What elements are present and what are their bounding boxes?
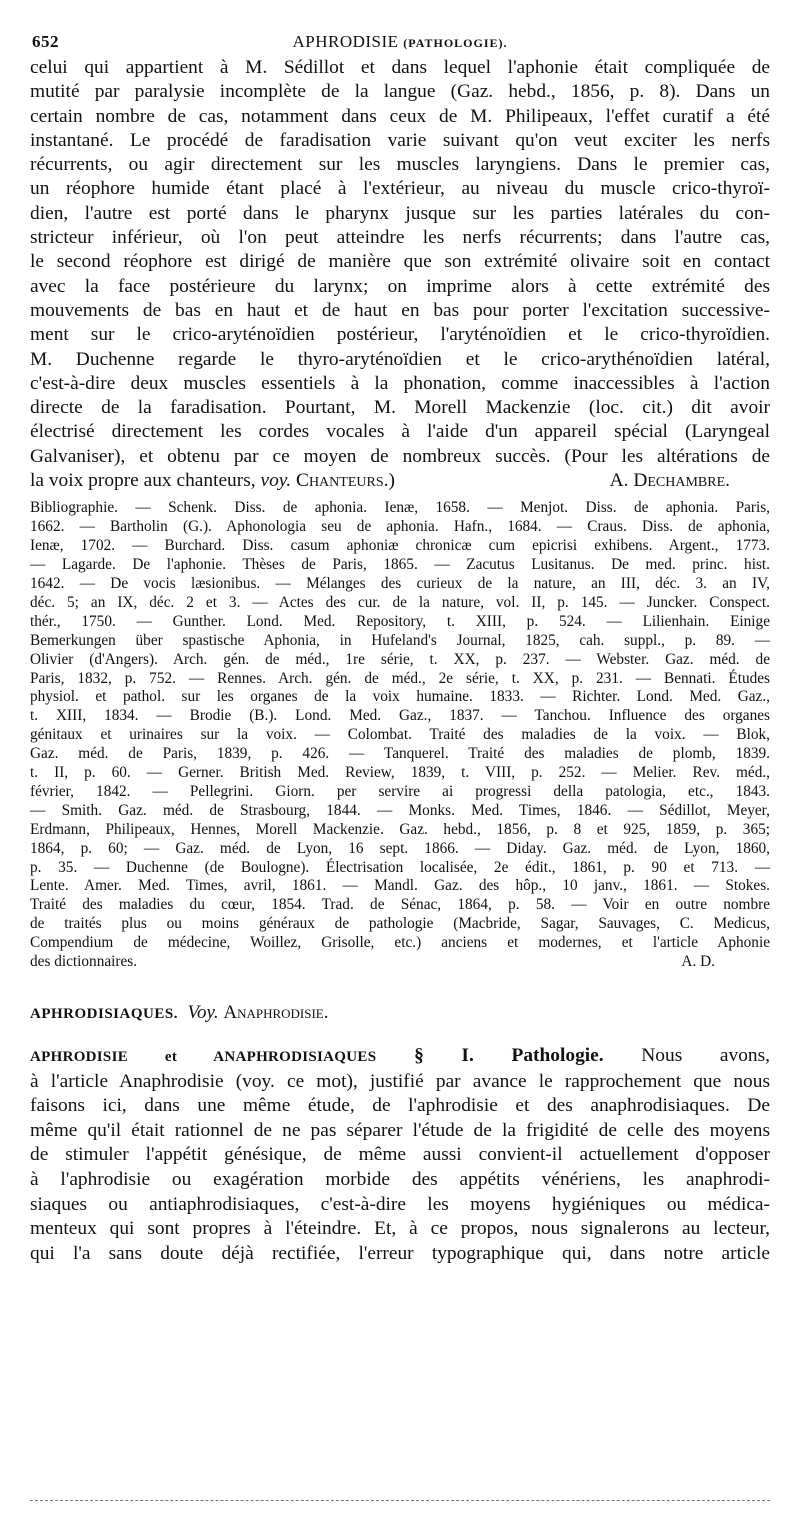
bibliography-line: Olivier (d'Angers). Arch. gén. de méd., 1re série, t. XX, p. 237. — Webster. Gaz. méd. de — [30, 650, 770, 668]
see-entry-voy: Voy. — [187, 1002, 219, 1023]
bibliography — [30, 499, 770, 953]
bibliography-line: 1642. — De vocis læsionibus. — Mélanges des curieux de la nature, an III, déc. 3. an IV, — [30, 574, 770, 592]
voy-abbrev: voy. — [260, 470, 292, 492]
new-article-line: même qu'il était rationnel de ne pas séparer l'étude de la frigidité de celle des moyens — [30, 1119, 770, 1141]
bibliography-line: physiol. et pathol. sur les organes de la voix humaine. 1833. — Richter. Lond. Med. Gaz., — [30, 688, 770, 706]
bibliography-line: déc. 5; an IX, déc. 2 et 3. — Actes des cur. de la nature, vol. II, p. 145. — Juncker. Conspect. — [30, 593, 770, 611]
new-article-line: à l'aphrodisie ou exagération morbide des appétits vénériens, les anaphrodi- — [30, 1168, 770, 1190]
bibliography-line: — Lagarde. De l'aphonie. Thèses de Paris, 1865. — Zacutus Lusitanus. De med. princ. hist. — [30, 556, 770, 574]
bibliography-line: 1662. — Bartholin (G.). Aphonologia seu de aphonia. Hafn., 1684. — Craus. Diss. de aphonia, — [30, 518, 770, 536]
article-body-continuation — [30, 56, 770, 469]
bibliography-line: 1864, p. 60; — Gaz. méd. de Lyon, 16 sept. 1866. — Diday. Gaz. méd. de Lyon, 1860, — [30, 839, 770, 857]
bibliography-line: Paris, 1832, p. 752. — Rennes. Arch. gén. de méd., 2e série, t. XX, p. 231. — Bennati. Études — [30, 669, 770, 687]
body-line: dien, l'autre est porté dans le pharynx jusque sur les parties latérales du con- — [30, 202, 770, 224]
bottom-rule — [30, 1500, 770, 1501]
new-article-first-line — [30, 1044, 770, 1070]
bibliography-line: Lente. Amer. Med. Times, avril, 1861. — Mandl. Gaz. des hôp., 10 janv., 1861. — Stokes. — [30, 877, 770, 895]
body-line: M. Duchenne regarde le thyro-aryténoïdien et le crico-arythénoïdien latéral, — [30, 348, 770, 370]
page-number: 652 — [32, 32, 59, 51]
running-title-section: (PATHOLOGIE). — [403, 36, 508, 50]
running-title — [30, 32, 770, 52]
body-line: stricteur inférieur, où l'on peut atteindre les nerfs récurrents; dans l'autre cas, — [30, 227, 770, 249]
new-article-line: à l'article Anaphrodisie (voy. ce mot), justifié par avance le rapprochement que nous — [30, 1070, 770, 1092]
new-article-line: menteux qui sont propres à l'éteindre. Et, à ce propos, nous signalerons au lecteur, — [30, 1218, 770, 1240]
new-article-headword: APHRODISIE et ANAPHRODISIAQUES — [30, 1049, 377, 1065]
body-line: celui qui appartient à M. Sédillot et dans lequel l'aphonie était compliquée de — [30, 57, 770, 78]
body-line: électrisé directement les cordes vocales à l'aide d'un appareil spécial (Laryngeal — [30, 421, 770, 443]
bibliography-line: Bibliographie. — Schenk. Diss. de aphonia. Ienæ, 1658. — Menjot. Diss. de aphonia. Paris, — [30, 499, 770, 517]
body-line: Galvaniser), et obtenu par ce moyen de nombreux succès. (Pour les altérations de — [30, 445, 770, 467]
bibliography-line: Traité des maladies du cœur, 1854. Trad. de Sénac, 1864, p. 58. — Voir en outre nombre — [30, 896, 770, 914]
bibliography-line: février, 1842. — Pellegrini. Giorn. per servire ai progressi della patologia, etc., 1843. — [30, 782, 770, 800]
bibliography-line: thér., 1750. — Gunther. Lond. Med. Repository, t. XIII, p. 524. — Lilienhain. Einige — [30, 612, 770, 630]
bibliography-signature: A. D. — [681, 953, 715, 971]
body-line: un réophore humide étant placé à l'extérieur, au niveau du muscle crico-thyroï- — [30, 178, 770, 200]
new-article-line: siaques ou antiaphrodisiaques, c'est-à-dire les moyens hygiéniques ou médica- — [30, 1193, 770, 1215]
new-article-first-line-text: Nous avons, — [641, 1045, 771, 1066]
body-line: mutité par paralysie incomplète de la langue (Gaz. hebd., 1856, p. 8). Dans un — [30, 81, 770, 103]
cross-reference: Chanteurs.) — [296, 470, 395, 492]
body-line: le second réophore est dirigé de manière que son extrémité olivaire soit en contact — [30, 251, 770, 273]
bibliography-line: t. II, p. 60. — Gerner. British Med. Review, 1839, t. VIII, p. 252. — Melier. Rev. méd., — [30, 764, 770, 782]
body-line: directe de la faradisation. Pourtant, M. Morell Mackenzie (loc. cit.) dit avoir — [30, 397, 770, 419]
see-entry — [30, 1002, 770, 1024]
bibliography-line: p. 35. — Duchenne (de Boulogne). Électrisation localisée, 2e édit., 1861, p. 90 et 713. — — [30, 858, 770, 876]
see-entry-reference: Anaphrodisie. — [223, 1002, 329, 1023]
body-line: certain nombre de cas, notamment dans ceux de M. Philipeaux, l'effet curatif a été — [30, 105, 770, 127]
article-closing-line — [30, 469, 770, 493]
bibliography-line: Compendium de médecine, Woillez, Grisolle, etc.) anciens et modernes, et l'article Aphonie — [30, 934, 770, 952]
running-title-main: APHRODISIE — [292, 32, 399, 51]
body-line: mouvements de bas en haut et de haut en bas pour porter l'excitation successive- — [30, 299, 770, 321]
body-line: récurrents, ou agir directement sur les muscles laryngiens. Dans le premier cas, — [30, 154, 770, 176]
new-article — [30, 1044, 770, 1266]
closing-text: la voix propre aux chanteurs, voy. Chanteurs.) — [30, 470, 395, 492]
bibliography-line: de traités plus ou moins généraux de pathologie (Macbride, Sagar, Sauvages, C. Medicus, — [30, 915, 770, 933]
new-article-section-heading: § I. Pathologie. — [414, 1045, 604, 1066]
author-signature: A. Dechambre. — [609, 470, 730, 492]
bibliography-line: génitaux et urinaires sur la voix. — Colombat. Traité des maladies de la voix. — Blok, — [30, 726, 770, 744]
new-article-line: faisons ici, dans une même étude, de l'aphrodisie et des anaphrodisiaques. De — [30, 1095, 770, 1117]
body-line: avec la face postérieure du larynx; on imprime alors à cette extrémité des — [30, 275, 770, 297]
bibliography-line: — Smith. Gaz. méd. de Strasbourg, 1844. — Monks. Med. Times, 1846. — Sédillot, Meyer, — [30, 801, 770, 819]
bibliography-line: Bemerkungen über spastische Aphonia, in Hufeland's Journal, 1825, cah. suppl., p. 89. — — [30, 631, 770, 649]
bibliography-closing-text: des dictionnaires. — [30, 953, 138, 971]
new-article-line: de stimuler l'appétit génésique, de même aussi convient-il actuellement d'opposer — [30, 1144, 770, 1166]
body-line: instantané. Le procédé de faradisation varie suivant qu'on veut exciter les nerfs — [30, 129, 770, 151]
body-line: c'est-à-dire deux muscles essentiels à la phonation, comme inaccessibles à l'action — [30, 372, 770, 394]
bibliography-line: Erdmann, Philipeaux, Hennes, Morell Mackenzie. Gaz. hebd., 1856, p. 8 et 925, 1859, p. 365; — [30, 820, 770, 838]
document-page — [30, 26, 770, 1266]
new-article-line: qui l'a sans doute déjà rectifiée, l'erreur typographique qui, dans notre article — [30, 1242, 770, 1264]
bibliography-line: t. XIII, 1834. — Brodie (B.). Lond. Med. Gaz., 1837. — Tanchou. Influence des organes — [30, 707, 770, 725]
page-header — [30, 26, 770, 56]
see-entry-headword: APHRODISIAQUES. — [30, 1006, 178, 1022]
body-line: ment sur le crico-aryténoïdien postérieur, l'aryténoïdien et le crico-thyroïdien. — [30, 324, 770, 346]
bibliography-closing-line — [30, 953, 770, 972]
bibliography-line: Gaz. méd. de Paris, 1839, p. 426. — Tanquerel. Traité des maladies de plomb, 1839. — [30, 745, 770, 763]
new-article-text — [30, 1070, 770, 1267]
bibliography-line: Ienæ, 1702. — Burchard. Diss. casum aphoniæ chronicæ cum epicrisi exhibens. Argent., 1773. — [30, 537, 770, 555]
